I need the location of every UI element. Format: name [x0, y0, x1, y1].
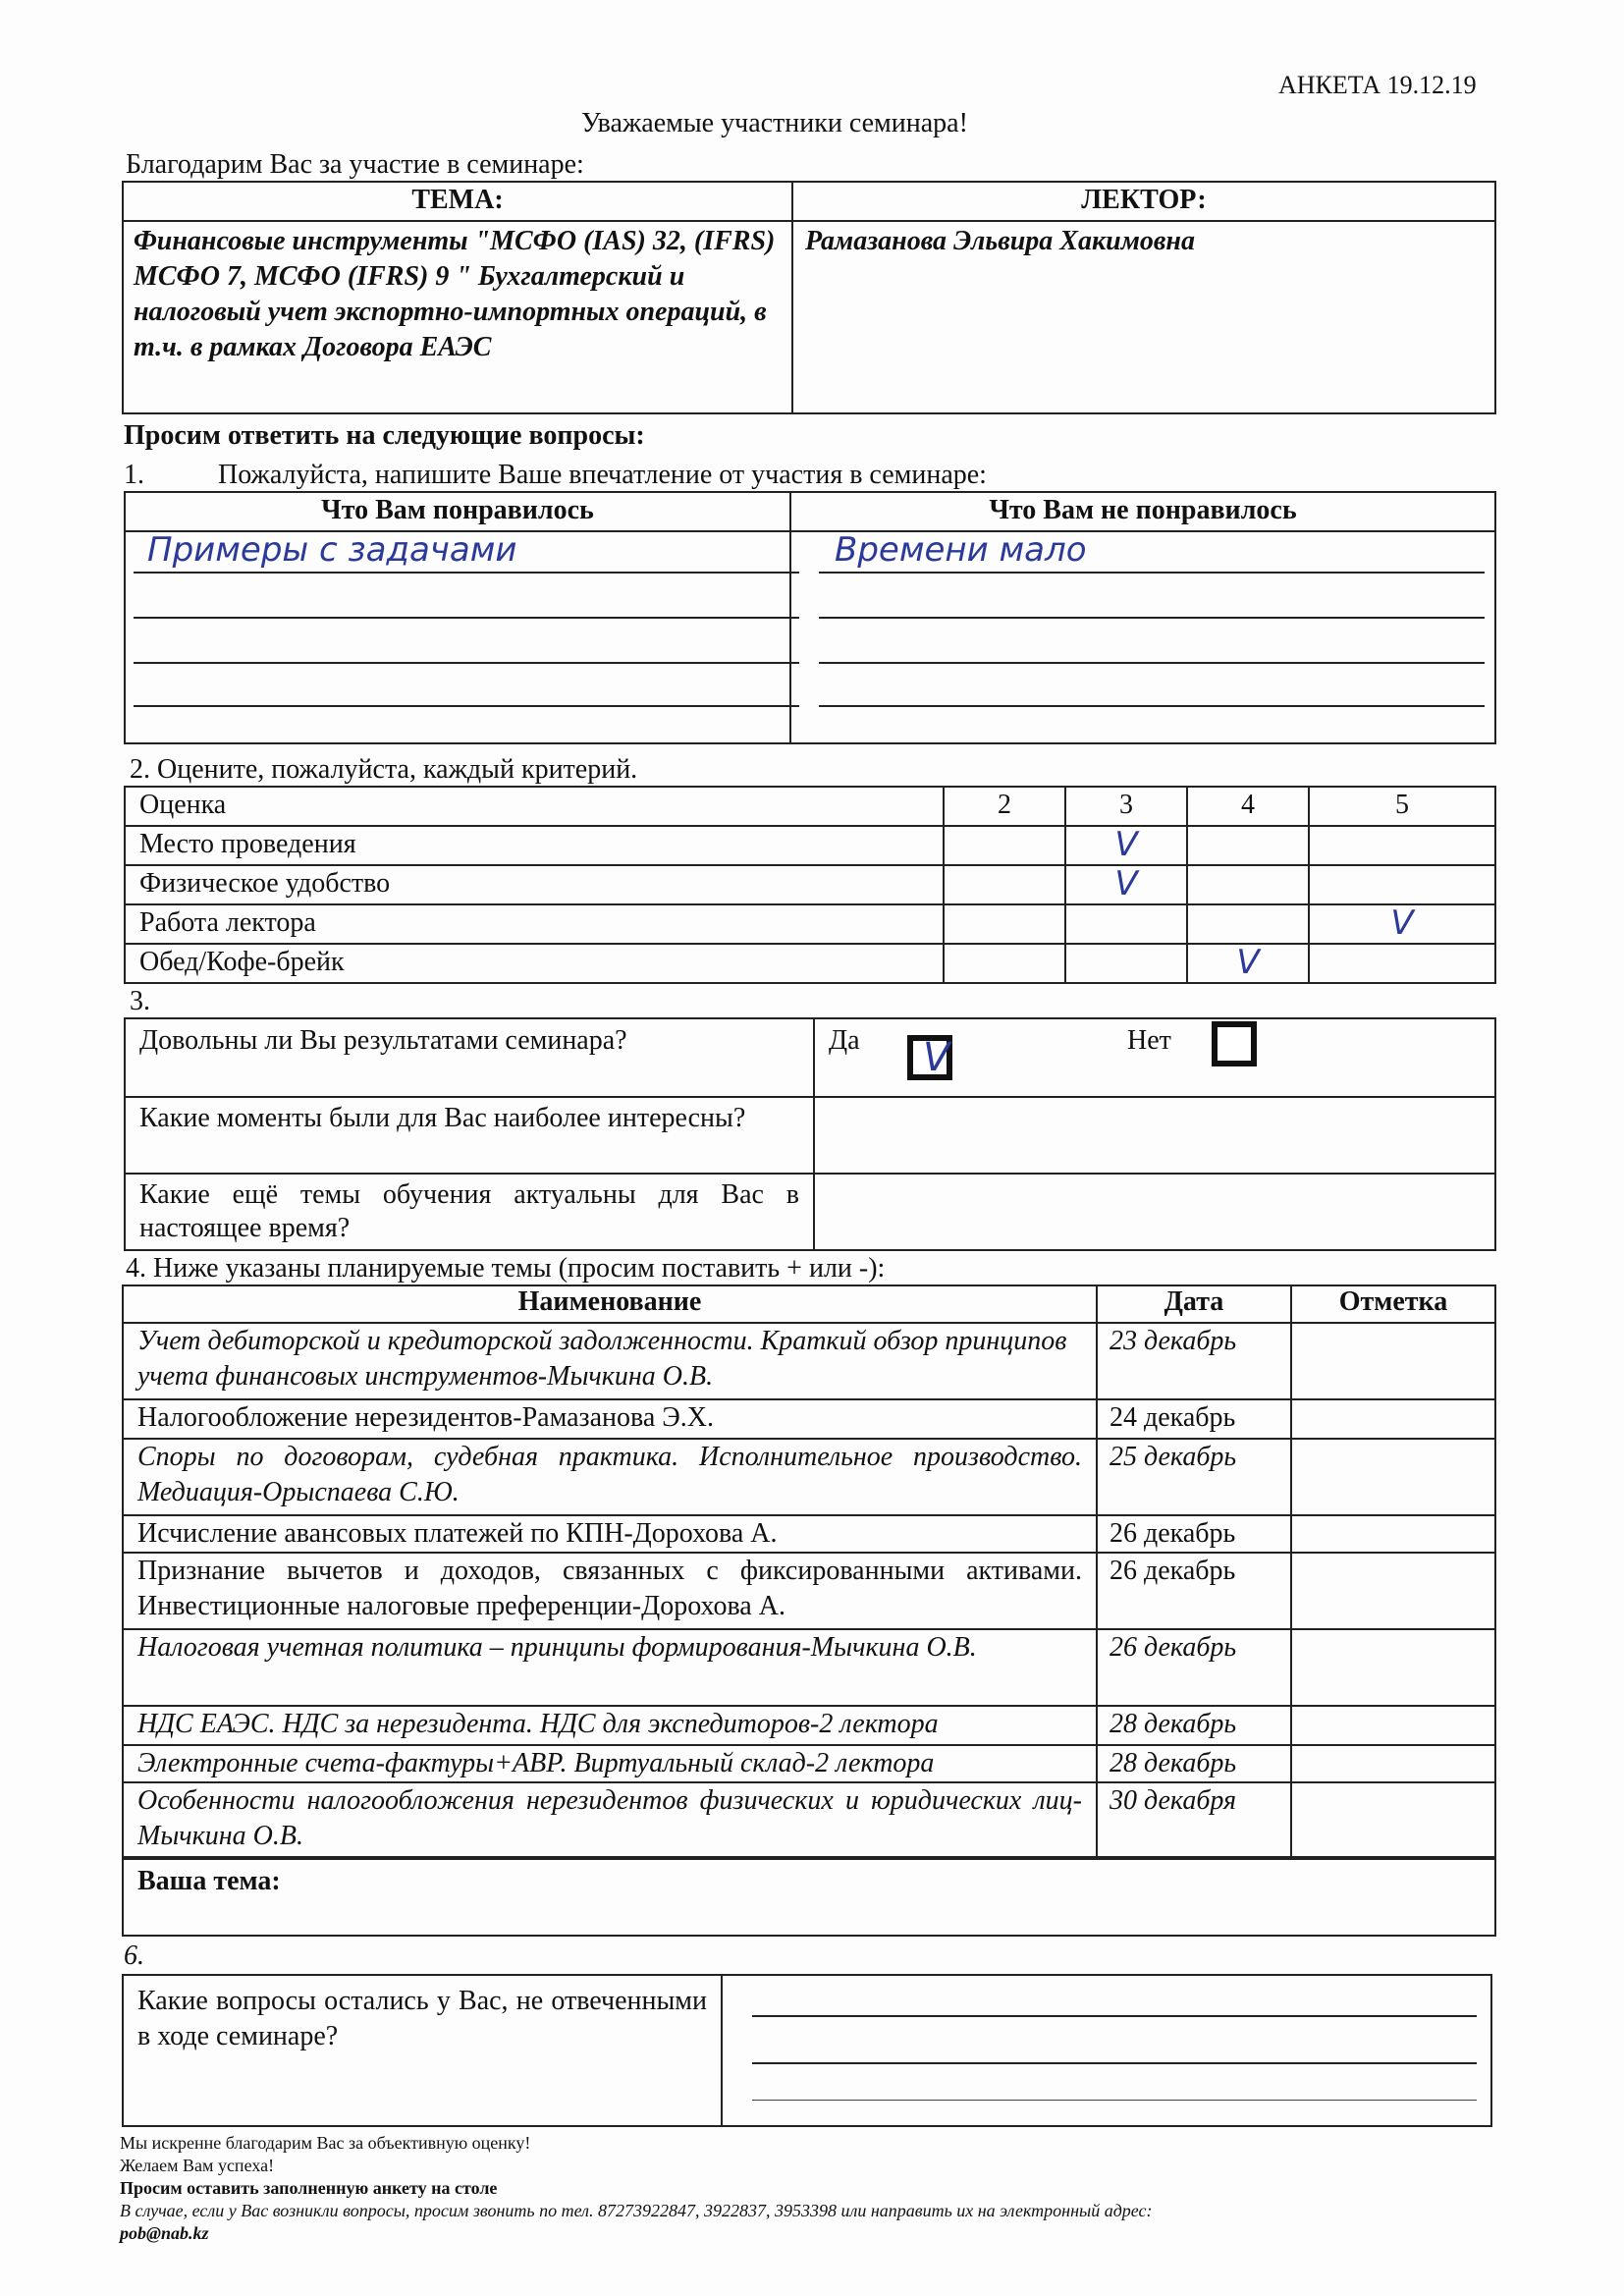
score-cell[interactable]	[944, 865, 1065, 904]
topic-name: Учет дебиторской и кредиторской задолженности. Краткий обзор принципов учета финансовых инструментов-Мычкина О.В.	[123, 1323, 1097, 1399]
topic-date: 26 декабрь	[1097, 1553, 1291, 1629]
planned-topics-table	[122, 1285, 1496, 1860]
topic-date: 28 декабрь	[1097, 1745, 1291, 1782]
lecturer-text: Рамазанова Эльвира Хакимовна	[792, 221, 1495, 413]
topic-date: 26 декабрь	[1097, 1515, 1291, 1553]
topic-name: Споры по договорам, судебная практика. Исполнительное производство. Медиация-Орыспаева С.Ю.	[123, 1439, 1097, 1515]
topic-date: 25 декабрь	[1097, 1439, 1291, 1515]
questions-title: Просим ответить на следующие вопросы:	[124, 420, 645, 451]
topic-mark-cell[interactable]	[1291, 1782, 1495, 1859]
score-header: 5	[1309, 787, 1495, 826]
liked-answer[interactable]: Примеры с задачами	[147, 530, 517, 570]
liked-header: Что Вам понравилось	[125, 492, 790, 531]
interesting-question: Какие моменты были для Вас наиболее интересны?	[125, 1097, 814, 1174]
rating-table	[124, 786, 1496, 984]
no-label: Нет	[1127, 1025, 1171, 1056]
q6-number: 6.	[124, 1941, 144, 1971]
answer-line	[752, 2062, 1477, 2064]
checkmark-icon: V	[1114, 825, 1138, 864]
satisfaction-table	[124, 1017, 1496, 1251]
topic-row	[123, 1399, 1495, 1439]
disliked-answer-line	[819, 662, 1485, 664]
topic-row	[123, 1515, 1495, 1553]
topic-date: 23 декабрь	[1097, 1323, 1291, 1399]
disliked-answer-line	[819, 617, 1485, 619]
score-cell[interactable]	[1187, 826, 1309, 865]
topic-row	[123, 1782, 1495, 1859]
criterion-label: Место проведения	[125, 826, 944, 865]
topic-name: Электронные счета-фактуры+АВР. Виртуальный склад-2 лектора	[123, 1745, 1097, 1782]
answer-line	[752, 2100, 1477, 2101]
checkmark-icon: V	[1114, 864, 1138, 903]
your-topic-box[interactable]	[122, 1856, 1496, 1937]
footer-contact: В случае, если у Вас возникли вопросы, просим звонить по тел. 87273922847, 3922837, 3953398 или направить их на электронный адрес:	[120, 2201, 1153, 2220]
score-header: 2	[944, 787, 1065, 826]
no-checkbox[interactable]	[1212, 1021, 1257, 1066]
topic-mark-cell[interactable]	[1291, 1399, 1495, 1439]
topic-row	[123, 1323, 1495, 1399]
topic-date: 26 декабрь	[1097, 1629, 1291, 1706]
rating-label-header: Оценка	[125, 787, 944, 826]
topic-name: Признание вычетов и доходов, связанных с фиксированными активами. Инвестиционные налоговые преференции-Дорохова А.	[123, 1553, 1097, 1629]
footer-thanks: Мы искренне благодарим Вас за объективную оценку!	[120, 2133, 531, 2153]
score-cell[interactable]	[944, 904, 1065, 944]
satisfied-question: Довольны ли Вы результатами семинара?	[125, 1018, 814, 1097]
liked-answer-line	[134, 572, 799, 574]
mark-header: Отметка	[1291, 1285, 1495, 1323]
interesting-answer-cell[interactable]	[814, 1097, 1495, 1174]
score-cell-checked[interactable]	[1187, 944, 1309, 983]
seminar-info-table	[122, 181, 1496, 414]
topic-row	[123, 1745, 1495, 1782]
remaining-questions-answer[interactable]	[722, 1975, 1491, 2126]
score-cell[interactable]	[944, 944, 1065, 983]
topic-mark-cell[interactable]	[1291, 1745, 1495, 1782]
checkmark-icon: V	[1390, 903, 1414, 943]
score-header: 4	[1187, 787, 1309, 826]
score-header: 3	[1065, 787, 1187, 826]
q1-text: Пожалуйста, напишите Ваше впечатление от участия в семинаре:	[218, 460, 987, 490]
q1-number: 1.	[124, 460, 144, 490]
form-code: АНКЕТА 19.12.19	[1278, 71, 1477, 99]
footer-wish: Желаем Вам успеха!	[120, 2156, 275, 2175]
criterion-label: Работа лектора	[125, 904, 944, 944]
liked-answer-line	[134, 662, 799, 664]
score-cell-checked[interactable]	[1065, 865, 1187, 904]
topic-mark-cell[interactable]	[1291, 1515, 1495, 1553]
disliked-answer-line	[819, 572, 1485, 574]
topics-question: Какие ещё темы обучения актуальны для Вас в настоящее время?	[125, 1174, 814, 1250]
name-header: Наименование	[123, 1285, 1097, 1323]
criterion-label: Физическое удобство	[125, 865, 944, 904]
lecturer-header: ЛЕКТОР:	[792, 182, 1495, 221]
disliked-answer-line	[819, 705, 1485, 707]
topic-date: 28 декабрь	[1097, 1706, 1291, 1745]
theme-text: Финансовые инструменты "МСФО (IAS) 32, (IFRS) МСФО 7, МСФО (IFRS) 9 " Бухгалтерский и налоговый учет экспортно-импортных операций, в т.ч. в рамках Договора ЕАЭС	[123, 221, 792, 413]
topic-mark-cell[interactable]	[1291, 1553, 1495, 1629]
topic-row	[123, 1439, 1495, 1515]
topic-name: НДС ЕАЭС. НДС за нерезидента. НДС для экспедиторов-2 лектора	[123, 1706, 1097, 1745]
yes-label: Да	[829, 1025, 860, 1056]
topic-mark-cell[interactable]	[1291, 1629, 1495, 1706]
topic-mark-cell[interactable]	[1291, 1439, 1495, 1515]
date-header: Дата	[1097, 1285, 1291, 1323]
remaining-questions-table	[122, 1974, 1492, 2127]
topic-name: Особенности налогообложения нерезидентов физических и юридических лиц-Мычкина О.В.	[123, 1782, 1097, 1859]
score-cell[interactable]	[1187, 904, 1309, 944]
checkmark-icon: V	[923, 1035, 950, 1080]
your-topic-label: Ваша тема:	[137, 1866, 281, 1896]
liked-answer-line	[134, 705, 799, 707]
topic-date: 24 декабрь	[1097, 1399, 1291, 1439]
topic-row	[123, 1706, 1495, 1745]
liked-answer-line	[134, 617, 799, 619]
topic-mark-cell[interactable]	[1291, 1706, 1495, 1745]
greeting: Уважаемые участники семинара!	[581, 108, 968, 138]
checkmark-icon: V	[1236, 943, 1260, 982]
answer-line	[752, 2015, 1477, 2017]
footer-instruction: Просим оставить заполненную анкету на столе	[120, 2178, 498, 2198]
score-cell[interactable]	[1065, 904, 1187, 944]
topics-answer-cell[interactable]	[814, 1174, 1495, 1250]
score-cell[interactable]	[1309, 944, 1495, 983]
score-cell[interactable]	[1187, 865, 1309, 904]
topic-mark-cell[interactable]	[1291, 1323, 1495, 1399]
disliked-answer[interactable]: Времени мало	[835, 530, 1087, 570]
score-cell[interactable]	[1309, 865, 1495, 904]
theme-header: ТЕМА:	[123, 182, 792, 221]
topic-row	[123, 1629, 1495, 1706]
score-cell[interactable]	[1309, 826, 1495, 865]
thanks-line: Благодарим Вас за участие в семинаре:	[126, 149, 584, 180]
disliked-header: Что Вам не понравилось	[790, 492, 1495, 531]
topic-name: Налоговая учетная политика – принципы формирования-Мычкина О.В.	[123, 1629, 1097, 1706]
score-cell[interactable]	[1065, 944, 1187, 983]
topic-name: Исчисление авансовых платежей по КПН-Дорохова А.	[123, 1515, 1097, 1553]
footer-email[interactable]: pob@nab.kz	[120, 2223, 209, 2243]
topic-name: Налогообложение нерезидентов-Рамазанова Э.Х.	[123, 1399, 1097, 1439]
topic-row	[123, 1553, 1495, 1629]
score-cell-checked[interactable]	[1065, 826, 1187, 865]
score-cell-checked[interactable]	[1309, 904, 1495, 944]
q2-title: 2. Оцените, пожалуйста, каждый критерий.	[130, 754, 638, 785]
score-cell[interactable]	[944, 826, 1065, 865]
q4-title: 4. Ниже указаны планируемые темы (просим поставить + или -):	[126, 1253, 886, 1284]
q3-number: 3.	[130, 986, 150, 1016]
topic-date: 30 декабря	[1097, 1782, 1291, 1859]
remaining-questions-prompt: Какие вопросы остались у Вас, не отвеченными в ходе семинаре?	[123, 1975, 722, 2126]
criterion-label: Обед/Кофе-брейк	[125, 944, 944, 983]
